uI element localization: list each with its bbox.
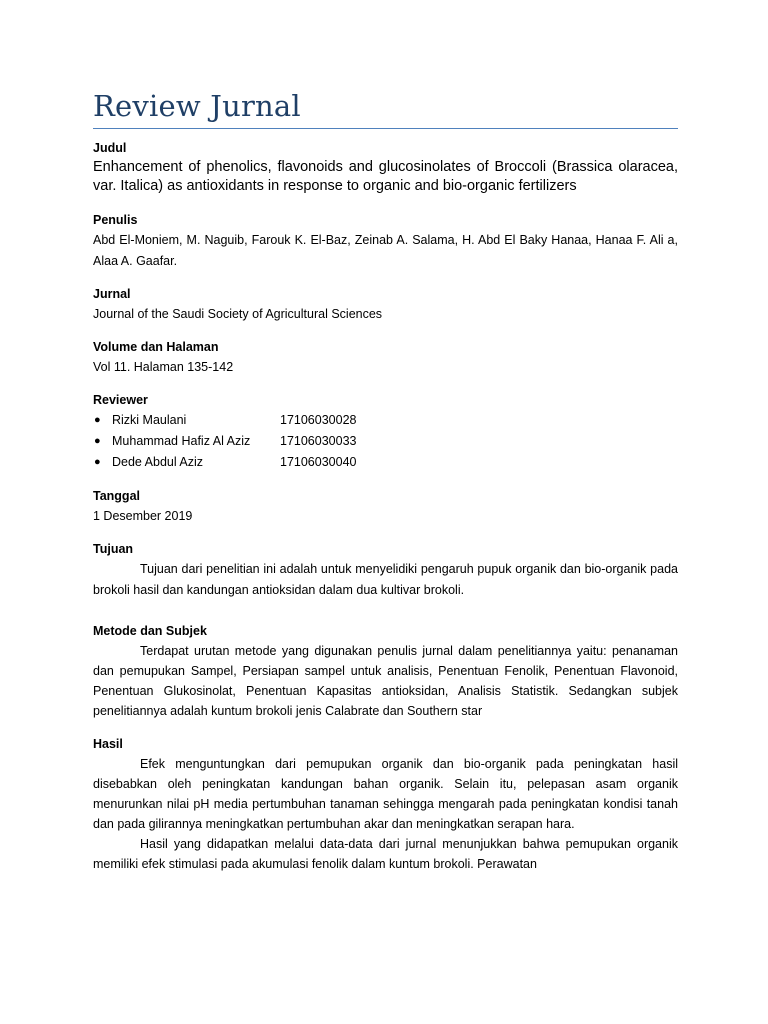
jurnal-text: Journal of the Saudi Society of Agricultural Sciences <box>93 307 383 321</box>
section-label-reviewer: Reviewer <box>93 393 148 407</box>
section-penulis <box>93 210 678 272</box>
reviewer-name: Rizki Maulani <box>112 413 187 427</box>
section-judul <box>93 138 678 196</box>
section-label-jurnal: Jurnal <box>93 287 131 301</box>
section-label-hasil: Hasil <box>93 737 123 751</box>
section-label-volume: Volume dan Halaman <box>93 340 219 354</box>
reviewer-nim: 17106030028 <box>280 413 357 427</box>
reviewer-list-item <box>93 452 678 473</box>
volume-text: Vol 11. Halaman 135-142 <box>93 360 234 374</box>
section-reviewer <box>93 390 678 473</box>
page-title: Review Jurnal <box>93 89 301 123</box>
section-volume <box>93 337 678 378</box>
section-tujuan <box>93 539 678 601</box>
section-label-metode: Metode dan Subjek <box>93 624 207 638</box>
tujuan-text: Tujuan dari penelitian ini adalah untuk menyelidiki pengaruh pupuk organik dan bio-organik pada brokoli hasil dan kandungan antioksidan dalam dua kultivar brokoli. <box>93 562 678 597</box>
section-label-penulis: Penulis <box>93 213 138 227</box>
reviewer-name: Dede Abdul Aziz <box>112 455 204 469</box>
reviewer-list-item <box>93 431 678 452</box>
section-tanggal <box>93 486 678 527</box>
hasil-paragraph: Hasil yang didapatkan melalui data-data dari jurnal menunjukkan bahwa pemupukan organik memiliki efek stimulasi pada akumulasi fenolik dalam kuntum brokoli. Perawatan <box>93 837 678 871</box>
document-content <box>93 138 678 874</box>
bullet-icon: ● <box>94 435 101 447</box>
section-jurnal <box>93 284 678 325</box>
section-label-tujuan: Tujuan <box>93 542 134 556</box>
section-hasil <box>93 734 678 874</box>
reviewer-list <box>93 410 678 473</box>
hasil-paragraph: Efek menguntungkan dari pemupukan organik dan bio-organik pada peningkatan hasil disebabkan oleh peningkatan kandungan bahan organik. Selain itu, pelepasan asam organik menurunkan nilai pH media pertumbuhan tanaman sehingga mengarah pada peningkatan kondisi tanah dan pada gilirannya meningkatkan pertumbuhan akar dan meningkatkan serapan hara. <box>93 757 678 831</box>
penulis-text: Abd El-Moniem, M. Naguib, Farouk K. El-Baz, Zeinab A. Salama, H. Abd El Baky Hanaa, Hanaa F. Ali a, Alaa A. Gaafar. <box>93 233 678 268</box>
reviewer-list-item <box>93 410 678 431</box>
title-divider <box>93 128 678 129</box>
section-label-tanggal: Tanggal <box>93 489 140 503</box>
bullet-icon: ● <box>94 456 101 468</box>
reviewer-name: Muhammad Hafiz Al Aziz <box>112 434 251 448</box>
judul-text: Enhancement of phenolics, flavonoids and glucosinolates of Broccoli (Brassica olaracea, var. Italica) as antioxidants in response to organic and bio-organic fertilizers <box>93 159 678 194</box>
section-label-judul: Judul <box>93 141 127 155</box>
section-metode <box>93 621 678 721</box>
reviewer-nim: 17106030040 <box>280 455 357 469</box>
bullet-icon: ● <box>94 414 101 426</box>
reviewer-nim: 17106030033 <box>280 434 357 448</box>
metode-text: Terdapat urutan metode yang digunakan penulis jurnal dalam penelitiannya yaitu: penanaman dan pemupukan Sampel, Persiapan sampel untuk analisis, Penentuan Fenolik, Penentuan Flavonoid, Penentuan Glukosinolat, Penentuan Kapasitas antioksidan, Analisis Statistik. Sedangkan subjek penelitiannya adalah kuntum brokoli jenis Calabrate dan Southern star <box>93 644 678 718</box>
tanggal-text: 1 Desember 2019 <box>93 509 193 523</box>
